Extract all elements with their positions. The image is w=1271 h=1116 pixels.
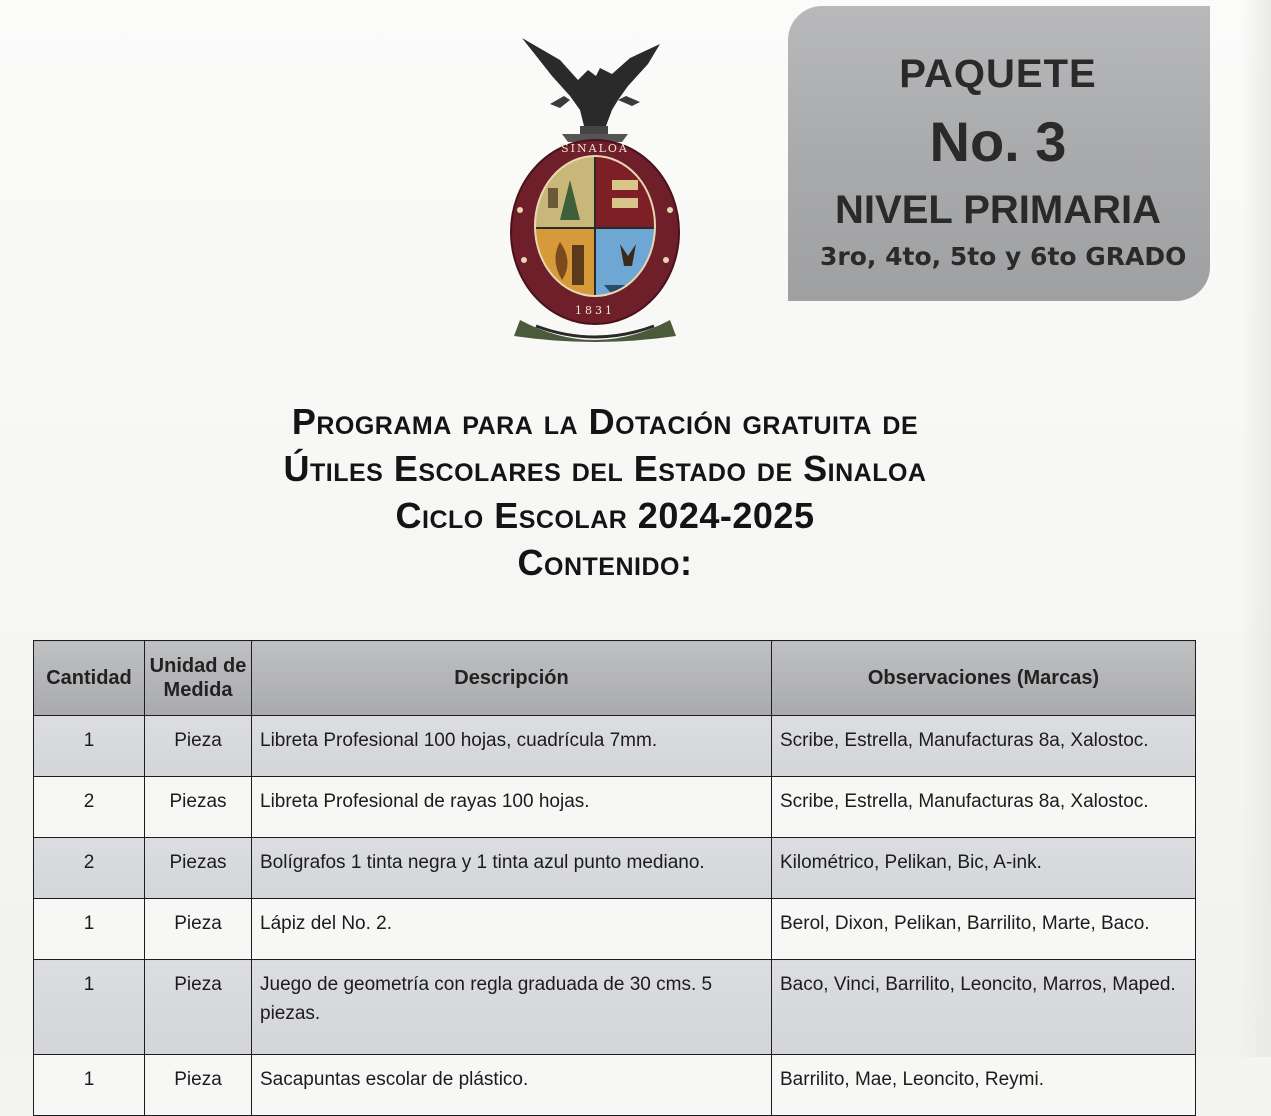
cell-quantity: 1 (34, 960, 145, 1055)
cell-description: Libreta Profesional 100 hojas, cuadrícula 7mm. (252, 716, 772, 777)
package-number: No. 3 (929, 110, 1067, 173)
table-row (34, 899, 1196, 960)
package-grades: 3ro, 4to, 5to y 6to GRADO (820, 242, 1187, 271)
cell-observations: Scribe, Estrella, Manufacturas 8a, Xalostoc. (772, 777, 1196, 838)
cell-description: Lápiz del No. 2. (252, 899, 772, 960)
cell-unit: Pieza (145, 1055, 252, 1116)
table-row (34, 838, 1196, 899)
title-line-4: Contenido: (517, 542, 693, 583)
header-description: Descripción (252, 641, 772, 716)
table-row (34, 777, 1196, 838)
cell-description: Libreta Profesional de rayas 100 hojas. (252, 777, 772, 838)
cell-description: Sacapuntas escolar de plástico. (252, 1055, 772, 1116)
svg-text:SINALOA: SINALOA (561, 142, 629, 155)
cell-unit: Piezas (145, 777, 252, 838)
package-level: NIVEL PRIMARIA (835, 188, 1161, 232)
supplies-table (33, 640, 1196, 1116)
cell-description: Juego de geometría con regla graduada de 30 cms. 5 piezas. (252, 960, 772, 1055)
cell-observations: Baco, Vinci, Barrilito, Leoncito, Marros, Maped. (772, 960, 1196, 1055)
page-edge-shadow (1241, 0, 1271, 1057)
package-label: PAQUETE (899, 52, 1097, 96)
svg-text:1831: 1831 (575, 304, 615, 317)
cell-quantity: 1 (34, 1055, 145, 1116)
cell-quantity: 2 (34, 777, 145, 838)
cell-unit: Pieza (145, 960, 252, 1055)
cell-observations: Kilométrico, Pelikan, Bic, A-ink. (772, 838, 1196, 899)
package-info-box (788, 6, 1210, 301)
header-unit: Unidad de Medida (145, 641, 252, 716)
cell-unit: Pieza (145, 716, 252, 777)
cell-quantity: 1 (34, 716, 145, 777)
table-row (34, 960, 1196, 1055)
cell-observations: Barrilito, Mae, Leoncito, Reymi. (772, 1055, 1196, 1116)
sinaloa-coat-of-arms-icon (500, 30, 690, 345)
cell-observations: Berol, Dixon, Pelikan, Barrilito, Marte, Baco. (772, 899, 1196, 960)
eagle-icon (522, 38, 660, 142)
cell-unit: Pieza (145, 899, 252, 960)
cell-description: Bolígrafos 1 tinta negra y 1 tinta azul punto mediano. (252, 838, 772, 899)
cell-quantity: 1 (34, 899, 145, 960)
cell-quantity: 2 (34, 838, 145, 899)
title-line-2: Útiles Escolares del Estado de Sinaloa (283, 448, 927, 489)
header-observations: Observaciones (Marcas) (772, 641, 1196, 716)
title-line-1: Programa para la Dotación gratuita de (291, 401, 919, 442)
document-title (140, 398, 1070, 586)
cell-unit: Piezas (145, 838, 252, 899)
title-line-3: Ciclo Escolar 2024-2025 (395, 495, 815, 536)
table-row (34, 716, 1196, 777)
table-header-row (34, 641, 1196, 716)
header-quantity: Cantidad (34, 641, 145, 716)
table-row (34, 1055, 1196, 1116)
cell-observations: Scribe, Estrella, Manufacturas 8a, Xalostoc. (772, 716, 1196, 777)
